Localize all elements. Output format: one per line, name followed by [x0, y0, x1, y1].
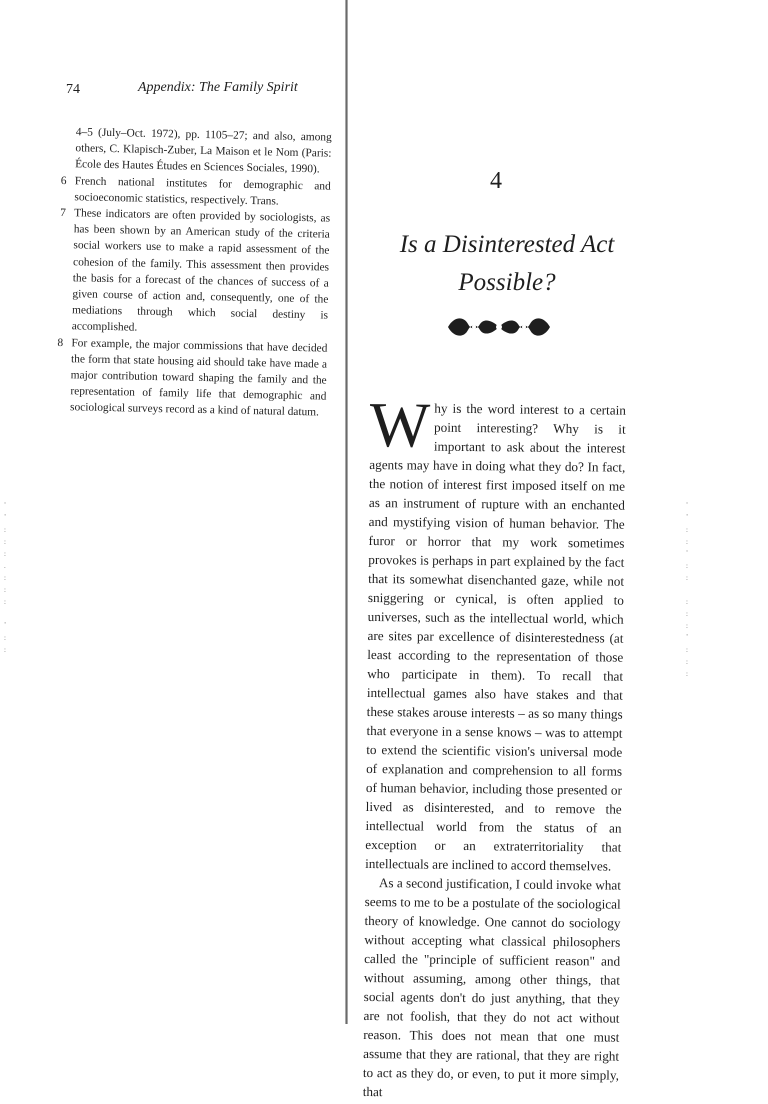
paragraph-text: hy is the word interest to a certain point interesting? Why is it important to ask about the interest agents may have in doing what they do? In fact, the notion of interest first imposed itself on me as an instrument of rupture with an enchanted and mystifying vision of human behavior. The furor or horror that my work sometimes provokes is perhaps in part explained by the fact that its somewhat disenchanted gaze, while not sniggering or cynical, is often applied to universes, such as the intellectual world, which are sites par excellence of disinterestedness (at least according to the representation of those who participate in them). To recall that intellectual games also have stakes and that these stakes arouse interests – as so many things that everyone in a sense knows – was to attempt to extend the scientific vision's universal mode of explanation and comprehension to all forms of human behavior, including those presented or lived as disinterested, and to remove the intellectual world from the status of an exception or an extraterritoriality that intellectuals are inclined to accord themselves. — [365, 400, 626, 874]
chapter-title-line: Is a Disinterested Act — [399, 231, 615, 258]
endnote-text: These indicators are often provided by sociologists, as has been shown by an American study of the criteria social workers use to make a rapid assessment of the cohesion of the family. This assessment then provides the basis for a forecast of the chances of success of a given course of action and, consequently, one of the mediations through which social destiny is accomplished. — [71, 207, 331, 335]
endnote-number: 8 — [57, 336, 64, 349]
endnote-text: French national institutes for demographic and socioeconomic statistics, respectively. Trans. — [74, 174, 331, 208]
right-page — [348, 0, 768, 1100]
running-head: Appendix: The Family Spirit — [138, 80, 298, 95]
body-paragraph: As a second justification, I could invoke what seems to me to be a postulate of the sociological theory of knowledge. One cannot do sociology without accepting what classical philosophers called the "principle of sufficient reason" and without assuming, among other things, that social agents don't do just anything, that they are not foolish, that they do not act without reason. This does not mean that one must assume that they are rational, that they are right to act as they do, or even, to put it more simply, that — [362, 875, 621, 1100]
chapter-title-line: Possible? — [458, 269, 556, 296]
endnotes — [56, 124, 332, 421]
flourish-ornament-icon — [444, 312, 554, 342]
endnote — [61, 124, 332, 178]
endnote-text: 4–5 (July–Oct. 1972), pp. 1105–27; and also, among others, C. Klapisch-Zuber, La Maison et le Nom (Paris: École des Hautes Études en Sciences Sociales, 1990). — [75, 126, 332, 176]
chapter-title — [392, 226, 622, 302]
left-page — [0, 0, 345, 1024]
chapter-number: 4 — [490, 168, 502, 194]
scan-artifact-marks: ﾟ ﾞ : : ﾟ : : : : : ﾞ : : : — [686, 502, 690, 678]
drop-cap: W — [369, 389, 431, 461]
body-paragraph — [365, 389, 626, 876]
endnote — [58, 205, 331, 340]
endnote-number: 6 — [60, 174, 67, 187]
chapter-body — [362, 389, 626, 1104]
scan-artifact-marks: ﾟ ﾞ : : : . : : : ﾞ : : — [4, 502, 8, 654]
page-number: 74 — [66, 82, 80, 97]
endnote — [56, 335, 328, 422]
endnote-text: For example, the major commissions that have decided the form that state housing aid should take have made a major contribution toward shaping the family and the representation of family life that demographic and sociological surveys record as a kind of natural datum. — [69, 336, 328, 419]
endnote-number: 7 — [60, 206, 66, 220]
